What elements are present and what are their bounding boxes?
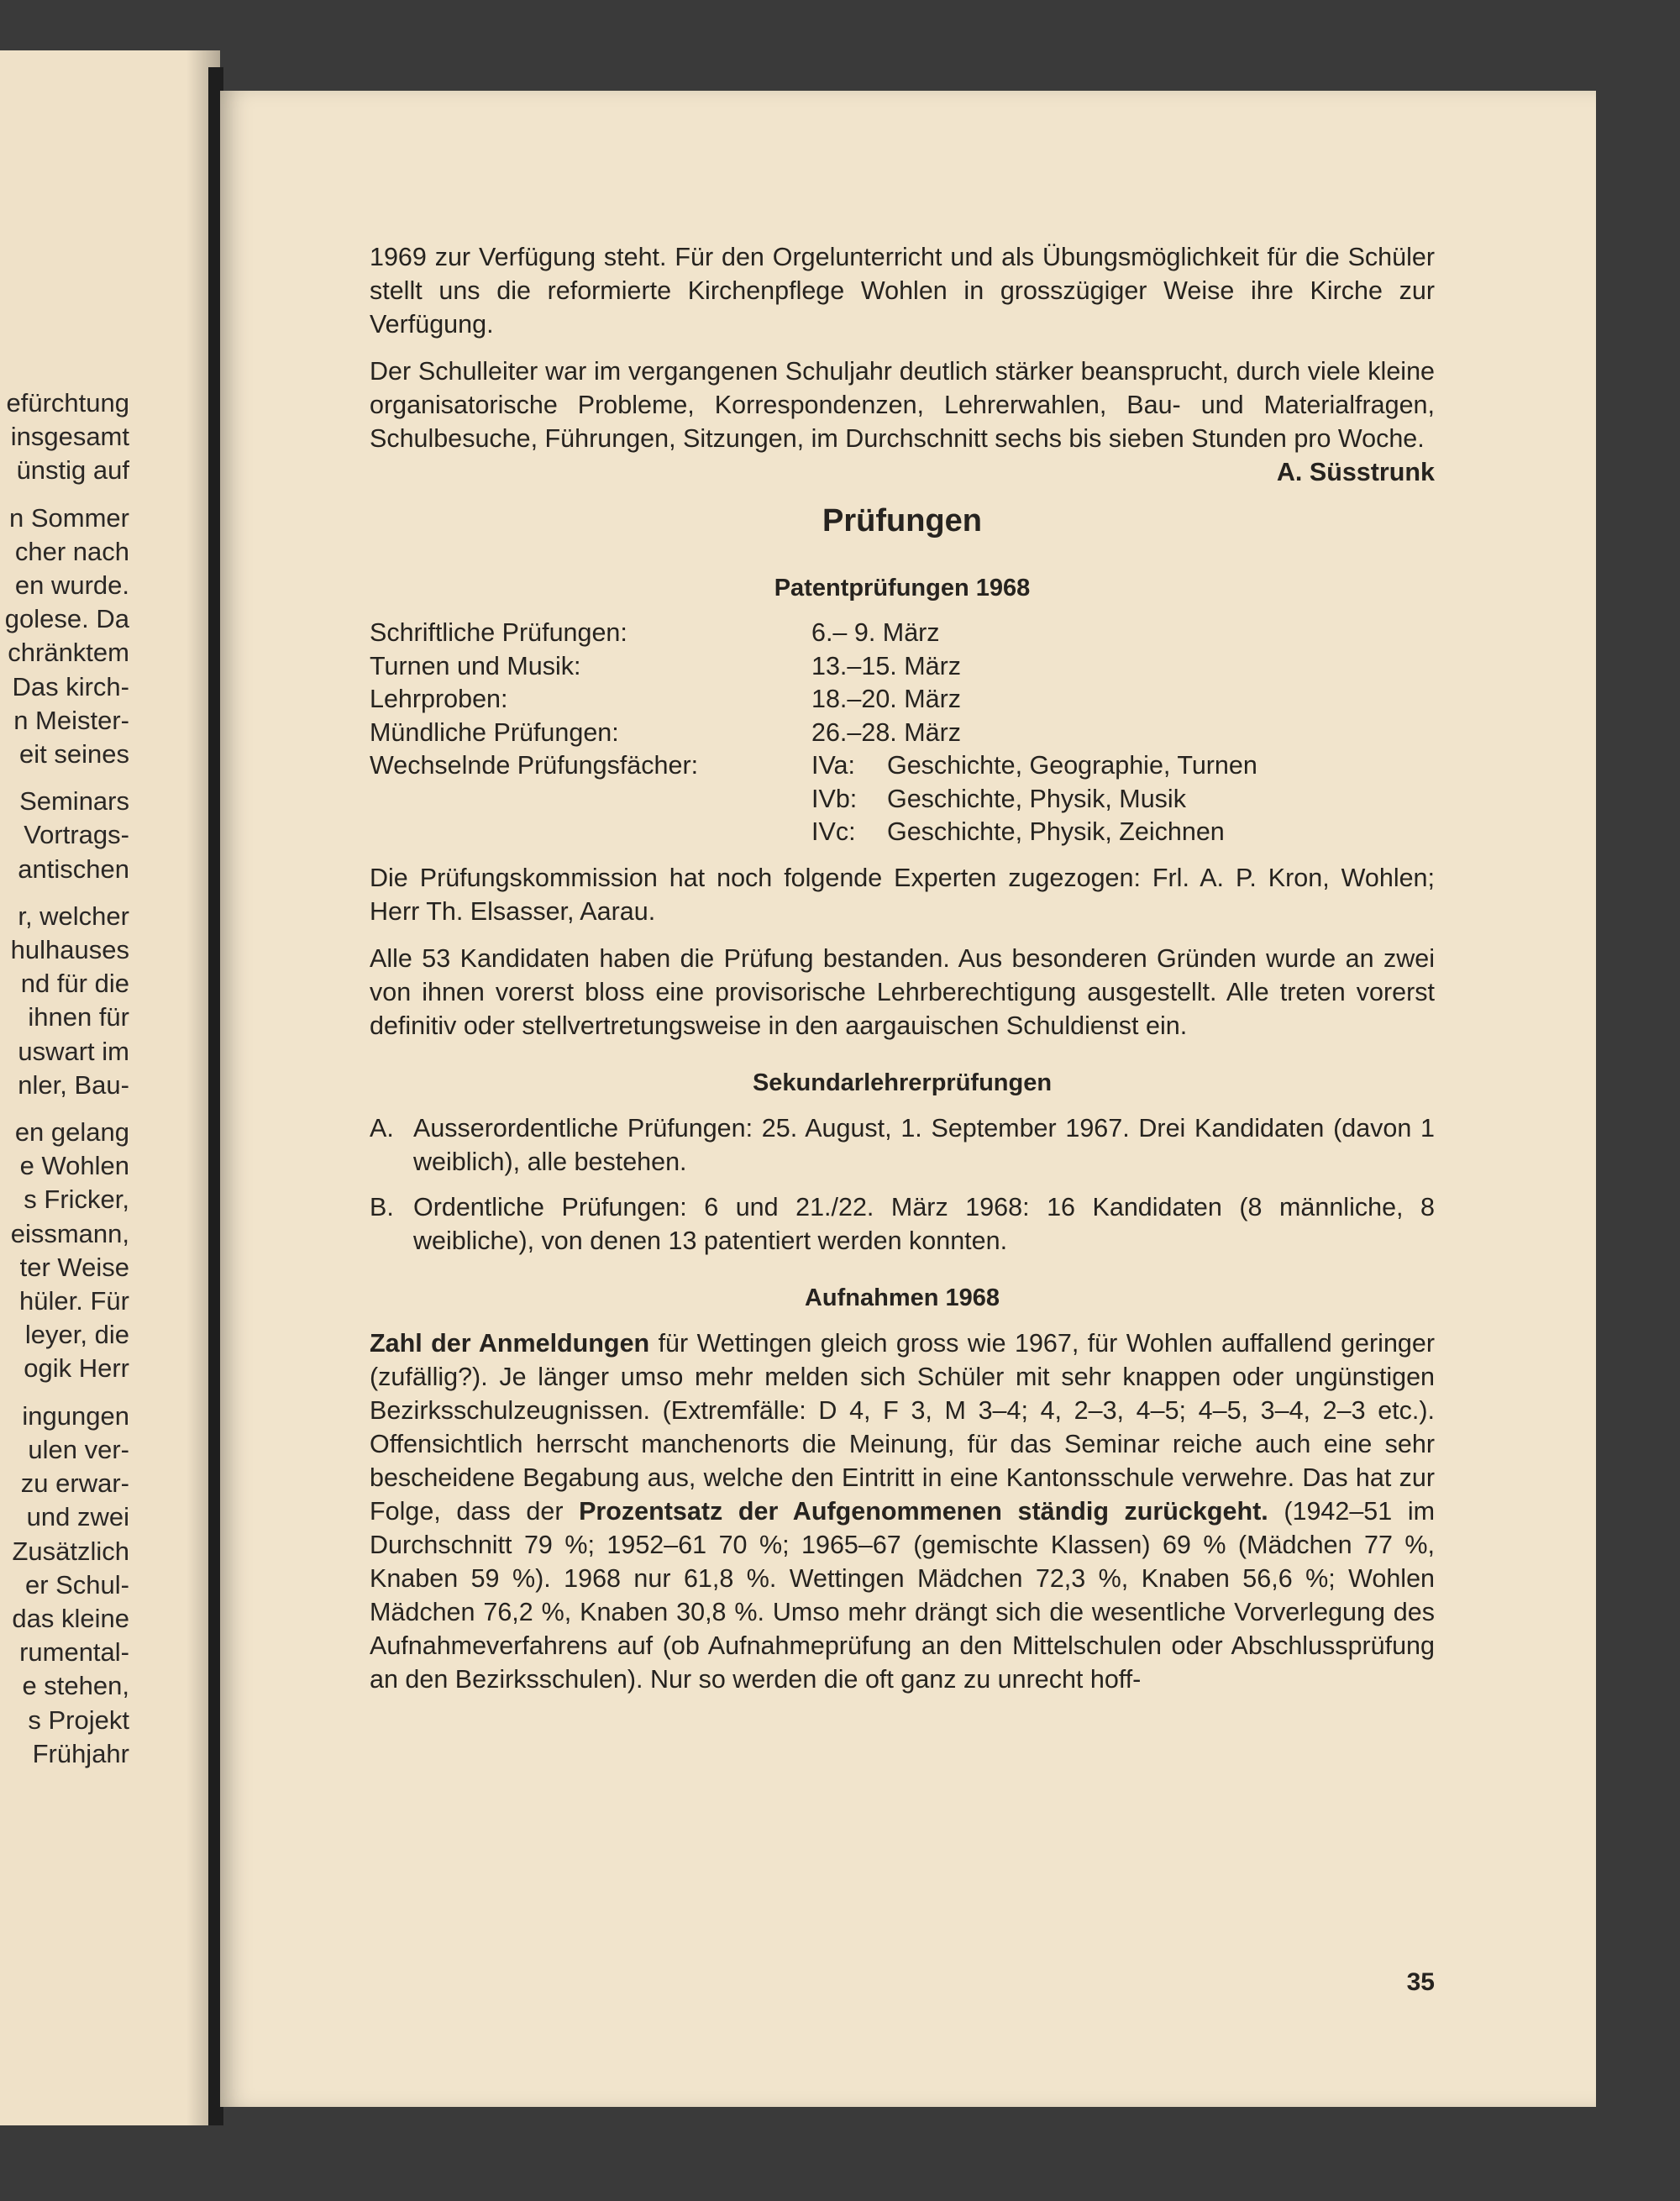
left-page-text xyxy=(5,386,129,1771)
list-text: Ordentliche Prüfungen: 6 und 21./22. März 1968: 16 Kandidaten (8 männliche, 8 weibliche), von denen 13 patentiert werden konnten. xyxy=(413,1192,1435,1255)
patent-paragraph-2: Alle 53 Kandidaten haben die Prüfung bestanden. Aus besonderen Gründen wurde an zwei von ihnen vorerst bloss eine provisorische Lehrberechtigung ausgestellt. Alle treten vorerst definitiv oder stellvertretungsweise in den aargauischen Schuldienst ein. xyxy=(370,943,1435,1040)
left-page-line: Frühjahr xyxy=(32,1738,129,1768)
exam-row xyxy=(370,717,1257,750)
subheading-aufnahmen: Aufnahmen 1968 xyxy=(804,1284,1000,1311)
exam-row xyxy=(370,617,1257,650)
left-page-line: ogik Herr xyxy=(24,1353,129,1384)
subheading-patentpruefungen: Patentprüfungen 1968 xyxy=(774,575,1031,601)
exam-date: 13.–15. März xyxy=(811,651,962,680)
left-page-line: und zwei xyxy=(26,1502,129,1532)
subject-row xyxy=(811,783,1257,817)
left-page-line: n Sommer xyxy=(9,502,129,533)
left-page-line: Seminars xyxy=(19,786,129,817)
left-page-gap xyxy=(5,886,129,900)
left-page-line: e stehen, xyxy=(22,1671,129,1701)
exam-date: 6.– 9. März xyxy=(811,618,940,647)
exam-row xyxy=(370,650,1257,684)
subject-class: IVa: xyxy=(811,751,855,780)
section-heading-pruefungen: Prüfungen xyxy=(822,503,982,538)
exam-label: Mündliche Prüfungen: xyxy=(370,717,619,747)
paragraph-text: für Wettingen gleich gross wie 1967, für Wohlen auffallend geringer (zufällig?). Je länger umso mehr melden sich Schüler mit sehr knappen oder ungünstigen Bezirksschulzeugnissen. (Extremfälle: D 4, F 3, M 3–4; 4, 2–3, 4–5; 4–5, 3–4, 2–3 etc.). Offensichtlich herrscht manchenorts die Meinung, für das Seminar reiche auch eine sehr bescheidene Begabung aus, welche den Eintritt in eine Kantonsschule verwehre. Das hat zur Folge, dass der xyxy=(370,1328,1435,1526)
right-page xyxy=(220,91,1596,2107)
left-page-line: hüler. Für xyxy=(19,1286,129,1316)
list-letter: A. xyxy=(370,1113,394,1143)
left-page-line: golese. Da xyxy=(4,604,129,634)
page-content xyxy=(370,240,1435,1696)
exam-label: Turnen und Musik: xyxy=(370,651,581,680)
left-page-line: nd für die xyxy=(20,969,129,999)
exam-date: 26.–28. März xyxy=(811,717,962,747)
left-page-gap xyxy=(5,488,129,502)
left-page-line: ingungen xyxy=(22,1400,129,1431)
left-page-line: ihnen für xyxy=(28,1002,129,1032)
list-letter: B. xyxy=(370,1192,394,1221)
left-page-gap xyxy=(5,1102,129,1116)
list-item xyxy=(370,1190,1435,1258)
subjects-label: Wechselnde Prüfungsfächer: xyxy=(370,751,699,780)
left-page-line: en gelang xyxy=(14,1117,129,1148)
intro-paragraph-1: 1969 zur Verfügung steht. Für den Orgelunterricht und als Übungsmöglichkeit für die Schüler stellt uns die reformierte Kirchenpflege Wohlen in grosszügiger Weise ihre Kirche zur Verfügung. xyxy=(370,243,1435,339)
left-page-line: r, welcher xyxy=(18,901,129,931)
subject-text: Geschichte, Geographie, Turnen xyxy=(887,751,1257,780)
left-page-line: insgesamt xyxy=(10,422,129,452)
subject-text: Geschichte, Physik, Zeichnen xyxy=(887,817,1225,846)
bold-phrase: Zahl der Anmeldungen xyxy=(370,1328,650,1358)
left-page-line: antischen xyxy=(18,854,129,884)
left-page-line: das kleine xyxy=(12,1603,129,1633)
left-page-line: s Projekt xyxy=(28,1705,129,1735)
subject-row xyxy=(811,816,1257,849)
subject-row xyxy=(811,749,1257,783)
exam-label: Lehrproben: xyxy=(370,685,508,713)
left-page-line: Zusätzlich xyxy=(12,1536,129,1566)
left-page-line: leyer, die xyxy=(24,1320,129,1350)
left-page-line: hulhauses xyxy=(10,935,129,965)
left-page-line: nler, Bau- xyxy=(18,1069,129,1100)
left-page-line: eit seines xyxy=(19,739,129,770)
left-page xyxy=(0,50,220,2125)
left-page-line: eissmann, xyxy=(10,1218,129,1248)
subject-text: Geschichte, Physik, Musik xyxy=(887,784,1186,813)
left-page-line: er Schul- xyxy=(24,1569,129,1600)
left-page-line: en wurde. xyxy=(14,570,129,601)
exam-row-subjects xyxy=(370,749,1257,849)
left-page-line: Das kirch- xyxy=(12,671,129,701)
intro-paragraph-2-text: Der Schulleiter war im vergangenen Schuljahr deutlich stärker beansprucht, durch viele kleine organisatorische Probleme, Korrespondenzen, Lehrerwahlen, Bau- und Materialfragen, Schulbesuche, Führungen, Sitzungen, im Durchschnitt sechs bis sieben Stunden pro Woche. xyxy=(370,357,1435,453)
signature: A. Süsstrunk xyxy=(1276,458,1435,486)
list-text: Ausserordentliche Prüfungen: 25. August, 1. September 1967. Drei Kandidaten (davon 1 weiblich), alle bestehen. xyxy=(413,1113,1435,1176)
subjects-list xyxy=(811,749,1257,849)
left-page-line: e Wohlen xyxy=(19,1151,129,1181)
intro-paragraph-2 xyxy=(370,355,1435,486)
exam-row xyxy=(370,683,1257,717)
subject-class: IVb: xyxy=(811,784,858,813)
exam-date: 18.–20. März xyxy=(811,685,962,713)
subheading-sekundarlehrerpruefungen: Sekundarlehrerprüfungen xyxy=(752,1069,1053,1096)
list-item xyxy=(370,1111,1435,1179)
left-page-line: rumental- xyxy=(19,1637,129,1668)
left-page-gap xyxy=(5,771,129,785)
aufnahmen-paragraph xyxy=(370,1326,1435,1696)
left-page-gap xyxy=(5,1386,129,1400)
left-page-line: ulen ver- xyxy=(28,1434,129,1464)
left-page-line: zu erwar- xyxy=(20,1468,129,1499)
left-page-line: n Meister- xyxy=(13,705,129,735)
left-page-line: s Fricker, xyxy=(24,1185,129,1215)
left-page-line: ünstig auf xyxy=(16,455,129,486)
left-page-line: Vortrags- xyxy=(24,820,129,850)
subject-class: IVc: xyxy=(811,817,856,846)
page-number: 35 xyxy=(1406,1968,1435,1996)
left-page-line: ter Weise xyxy=(19,1252,129,1282)
exam-schedule-table xyxy=(370,617,1257,849)
left-page-line: cher nach xyxy=(14,536,129,566)
exam-label: Schriftliche Prüfungen: xyxy=(370,618,627,647)
patent-paragraph-1: Die Prüfungskommission hat noch folgende Experten zugezogen: Frl. A. P. Kron, Wohlen; Herr Th. Elsasser, Aarau. xyxy=(370,863,1435,926)
left-page-line: chränktem xyxy=(8,638,129,668)
bold-phrase: Prozentsatz der Aufgenommenen ständig zurückgeht. xyxy=(579,1496,1268,1526)
left-page-line: uswart im xyxy=(18,1036,129,1066)
paragraph-text: (1942–51 im Durchschnitt 79 %; 1952–61 70 %; 1965–67 (gemischte Klassen) 69 % (Mädchen 77 %, Knaben 59 %). 1968 nur 61,8 %. Wettingen Mädchen 72,3 %, Knaben 56,6 %; Wohlen Mädchen 76,2 %, Knaben 30,8 %. Umso mehr drängt sich die wesentliche Vorverlegung des Aufnahmeverfahrens auf (ob Aufnahmeprüfung an den Mittelschulen oder Abschlussprüfung an den Bezirksschulen). Nur so werden die oft ganz zu unrecht hoff- xyxy=(370,1496,1436,1694)
left-page-line: efürchtung xyxy=(6,388,129,418)
